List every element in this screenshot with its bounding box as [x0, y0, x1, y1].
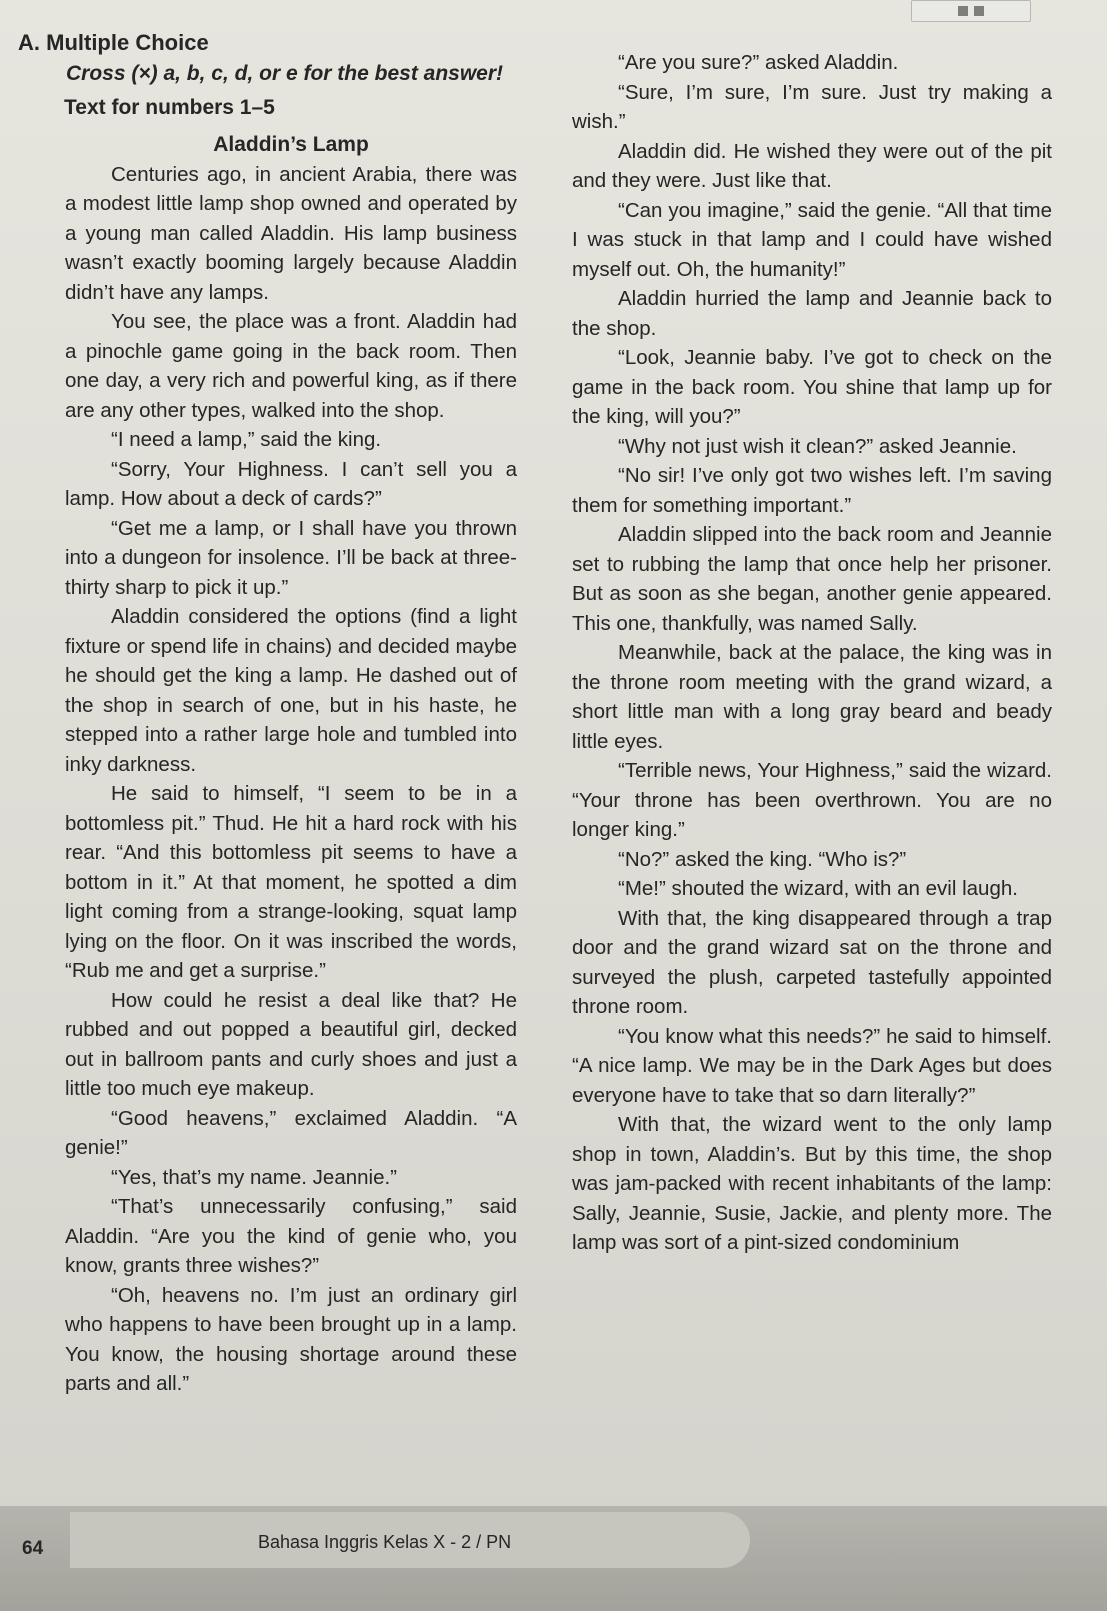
page-number: 64: [22, 1538, 44, 1559]
logo-square-icon: [974, 6, 984, 16]
exercise-header: [18, 30, 558, 120]
story-paragraph: You see, the place was a front. Aladdin had a pinochle game going in the back room. Then one day, a very rich and powerful king, as if there are any other types, walked into the shop.: [65, 310, 517, 422]
story-paragraph: “You know what this needs?” he said to himself. “A nice lamp. We may be in the Dark Ages but does everyone have to take that so darn literally?”: [572, 1024, 1052, 1107]
instruction-text: Cross (×) a, b, c, d, or e for the best answer!: [66, 62, 504, 85]
book-title: Bahasa Inggris Kelas X - 2 / PN: [258, 1532, 512, 1552]
story-paragraph: Meanwhile, back at the palace, the king was in the throne room meeting with the grand wizard, a short little man with a long gray beard and beady little eyes.: [572, 641, 1052, 753]
section-title: A. Multiple Choice: [18, 30, 209, 55]
story-paragraph: “No?” asked the king. “Who is?”: [618, 847, 907, 871]
story-paragraph: Aladdin slipped into the back room and Jeannie set to rubbing the lamp that once help her prisoner. But as soon as she began, another genie appeared. This one, thankfully, was named Sally.: [572, 523, 1052, 635]
left-column: [65, 130, 517, 1399]
story-paragraph: “Look, Jeannie baby. I’ve got to check on the game in the back room. You shine that lamp up for the king, will you?”: [572, 346, 1052, 428]
story-paragraph: “Sorry, Your Highness. I can’t sell you a lamp. How about a deck of cards?”: [65, 457, 517, 510]
story-paragraph: “Oh, heavens no. I’m just an ordinary girl who happens to have been brought up in a lamp. You know, the housing shortage around these parts and all.”: [65, 1283, 517, 1395]
publisher-logo: [911, 0, 1031, 22]
story-paragraph: With that, the king disappeared through a trap door and the grand wizard sat on the throne and surveyed the plush, carpeted tastefully appointed throne room.: [572, 906, 1052, 1018]
story-paragraph: Aladdin did. He wished they were out of the pit and they were. Just like that.: [572, 139, 1052, 192]
story-paragraph: “Can you imagine,” said the genie. “All that time I was stuck in that lamp and I could have wished myself out. Oh, the humanity!”: [572, 198, 1052, 281]
right-column: [572, 48, 1052, 1258]
story-paragraph: “Me!” shouted the wizard, with an evil laugh.: [618, 877, 1018, 900]
logo-square-icon: [958, 6, 968, 16]
story-paragraph: Aladdin hurried the lamp and Jeannie back to the shop.: [572, 287, 1052, 340]
story-paragraph: “No sir! I’ve only got two wishes left. I’m saving them for something important.”: [572, 464, 1052, 517]
story-paragraph: “Terrible news, Your Highness,” said the wizard. “Your throne has been overthrown. You are no longer king.”: [572, 759, 1052, 841]
text-range-label: Text for numbers 1–5: [64, 96, 275, 119]
story-paragraph: “Why not just wish it clean?” asked Jeannie.: [618, 434, 1017, 458]
story-paragraph: “That’s unnecessarily confusing,” said Aladdin. “Are you the kind of genie who, you know, grants three wishes?”: [65, 1195, 517, 1277]
story-paragraph: He said to himself, “I seem to be in a bottomless pit.” Thud. He hit a hard rock with his rear. “And this bottomless pit seems to have a bottom in it.” At that moment, he spotted a dim light coming from a strange-looking, squat lamp lying on the floor. On it was inscribed the words, “Rub me and get a surprise.”: [65, 782, 517, 982]
story-paragraph: Aladdin considered the options (find a light fixture or spend life in chains) and decided maybe he should get the king a lamp. He dashed out of the shop in search of one, but in his haste, he stepped into a rather large hole and tumbled into inky darkness.: [65, 605, 517, 776]
story-paragraph: “Get me a lamp, or I shall have you thrown into a dungeon for insolence. I’ll be back at three-thirty sharp to pick it up.”: [65, 516, 517, 599]
story-paragraph: “Are you sure?” asked Aladdin.: [618, 51, 899, 74]
story-paragraph: “Good heavens,” exclaimed Aladdin. “A genie!”: [65, 1106, 517, 1159]
story-paragraph: With that, the wizard went to the only lamp shop in town, Aladdin’s. But by this time, the shop was jam-packed with recent inhabitants of the lamp: Sally, Jeannie, Susie, Jackie, and plenty more. The lamp was sort of a pint-sized condominium: [572, 1113, 1052, 1254]
story-paragraph: How could he resist a deal like that? He rubbed and out popped a beautiful girl, decked out in ballroom pants and curly shoes and just a little too much eye makeup.: [65, 988, 517, 1100]
story-paragraph: “Sure, I’m sure, I’m sure. Just try making a wish.”: [572, 80, 1052, 133]
story-paragraph: “I need a lamp,” said the king.: [111, 428, 382, 451]
story-title: Aladdin’s Lamp: [213, 133, 369, 156]
story-paragraph: Centuries ago, in ancient Arabia, there was a modest little lamp shop owned and operated by a young man called Aladdin. His lamp business wasn’t exactly booming largely because Aladdin didn’t have any lamps.: [65, 162, 517, 304]
story-paragraph: “Yes, that’s my name. Jeannie.”: [111, 1165, 398, 1189]
